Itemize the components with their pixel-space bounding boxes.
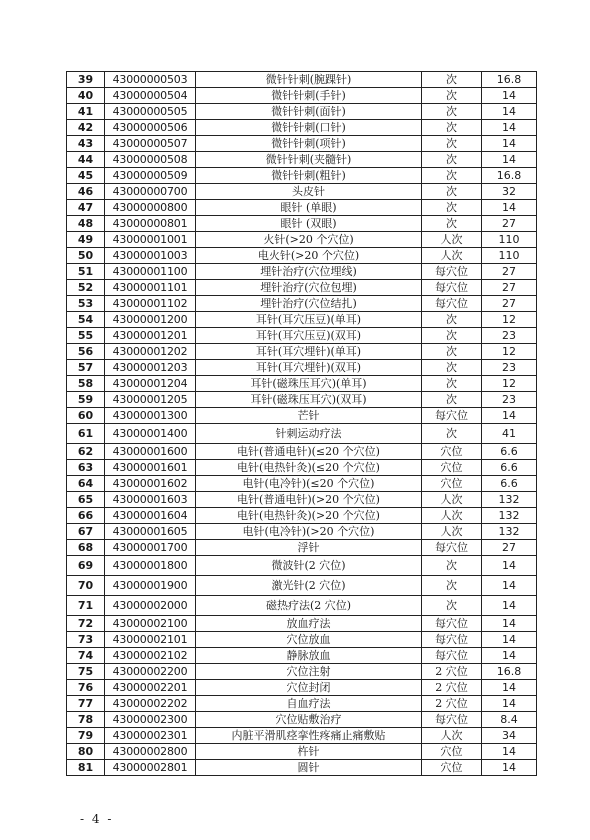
row-number: 57: [67, 360, 105, 376]
pricing-unit: 人次: [422, 728, 482, 744]
table-row: [67, 248, 537, 264]
item-code: 43000001602: [105, 476, 196, 492]
item-name: 火针(>20 个穴位): [196, 232, 422, 248]
item-code: 43000000507: [105, 136, 196, 152]
item-price: 14: [482, 576, 537, 596]
table-row: [67, 408, 537, 424]
item-name: 自血疗法: [196, 696, 422, 712]
item-code: 43000001300: [105, 408, 196, 424]
item-price: 14: [482, 648, 537, 664]
table-row: [67, 184, 537, 200]
item-name: 放血疗法: [196, 616, 422, 632]
item-code: 43000001900: [105, 576, 196, 596]
row-number: 58: [67, 376, 105, 392]
item-name: 电针(普通电针)(>20 个穴位): [196, 492, 422, 508]
pricing-unit: 次: [422, 576, 482, 596]
item-price: 132: [482, 492, 537, 508]
pricing-unit: 次: [422, 88, 482, 104]
pricing-unit: 次: [422, 392, 482, 408]
table-row: [67, 344, 537, 360]
item-name: 耳针(耳穴压豆)(单耳): [196, 312, 422, 328]
item-code: 43000002201: [105, 680, 196, 696]
item-code: 43000001203: [105, 360, 196, 376]
item-code: 43000002200: [105, 664, 196, 680]
row-number: 46: [67, 184, 105, 200]
item-name: 穴位贴敷治疗: [196, 712, 422, 728]
row-number: 53: [67, 296, 105, 312]
item-code: 43000001601: [105, 460, 196, 476]
item-price: 14: [482, 632, 537, 648]
pricing-unit: 人次: [422, 232, 482, 248]
row-number: 61: [67, 424, 105, 444]
row-number: 66: [67, 508, 105, 524]
row-number: 75: [67, 664, 105, 680]
pricing-unit: 次: [422, 136, 482, 152]
table-row: [67, 728, 537, 744]
pricing-unit: 每穴位: [422, 616, 482, 632]
pricing-unit: 穴位: [422, 444, 482, 460]
item-price: 41: [482, 424, 537, 444]
item-name: 杵针: [196, 744, 422, 760]
row-number: 54: [67, 312, 105, 328]
table-row: [67, 508, 537, 524]
item-code: 43000000700: [105, 184, 196, 200]
table-row: [67, 392, 537, 408]
row-number: 39: [67, 72, 105, 88]
row-number: 74: [67, 648, 105, 664]
table-row: [67, 632, 537, 648]
pricing-unit: 2 穴位: [422, 664, 482, 680]
item-price: 32: [482, 184, 537, 200]
table-row: [67, 540, 537, 556]
fee-table-body: [67, 72, 537, 776]
pricing-unit: 次: [422, 104, 482, 120]
item-name: 微针针刺(腕踝针): [196, 72, 422, 88]
pricing-unit: 次: [422, 312, 482, 328]
item-name: 穴位放血: [196, 632, 422, 648]
item-name: 耳针(耳穴埋针)(双耳): [196, 360, 422, 376]
row-number: 50: [67, 248, 105, 264]
item-name: 激光针(2 穴位): [196, 576, 422, 596]
item-price: 14: [482, 696, 537, 712]
item-name: 眼针 (单眼): [196, 200, 422, 216]
item-code: 43000002100: [105, 616, 196, 632]
table-row: [67, 712, 537, 728]
item-code: 43000002800: [105, 744, 196, 760]
row-number: 49: [67, 232, 105, 248]
row-number: 69: [67, 556, 105, 576]
table-row: [67, 200, 537, 216]
item-code: 43000001202: [105, 344, 196, 360]
item-code: 43000001201: [105, 328, 196, 344]
row-number: 81: [67, 760, 105, 776]
pricing-unit: 2 穴位: [422, 696, 482, 712]
pricing-unit: 次: [422, 344, 482, 360]
item-code: 43000000506: [105, 120, 196, 136]
item-price: 8.4: [482, 712, 537, 728]
item-name: 电针(电热针灸)(≤20 个穴位): [196, 460, 422, 476]
item-price: 14: [482, 136, 537, 152]
item-code: 43000002102: [105, 648, 196, 664]
pricing-unit: 次: [422, 184, 482, 200]
pricing-unit: 每穴位: [422, 296, 482, 312]
table-row: [67, 216, 537, 232]
item-name: 电针(电冷针)(>20 个穴位): [196, 524, 422, 540]
item-code: 43000001204: [105, 376, 196, 392]
row-number: 55: [67, 328, 105, 344]
table-row: [67, 696, 537, 712]
item-code: 43000002000: [105, 596, 196, 616]
item-name: 电火针(>20 个穴位): [196, 248, 422, 264]
item-price: 132: [482, 508, 537, 524]
pricing-unit: 次: [422, 596, 482, 616]
pricing-unit: 每穴位: [422, 632, 482, 648]
item-price: 16.8: [482, 664, 537, 680]
item-price: 27: [482, 280, 537, 296]
item-code: 43000002801: [105, 760, 196, 776]
item-code: 43000001101: [105, 280, 196, 296]
table-row: [67, 556, 537, 576]
pricing-unit: 2 穴位: [422, 680, 482, 696]
item-code: 43000001205: [105, 392, 196, 408]
item-name: 微针针刺(口针): [196, 120, 422, 136]
item-price: 23: [482, 392, 537, 408]
item-code: 43000001603: [105, 492, 196, 508]
item-code: 43000001600: [105, 444, 196, 460]
table-row: [67, 152, 537, 168]
pricing-unit: 次: [422, 328, 482, 344]
row-number: 78: [67, 712, 105, 728]
table-row: [67, 168, 537, 184]
pricing-unit: 穴位: [422, 760, 482, 776]
row-number: 44: [67, 152, 105, 168]
item-name: 浮针: [196, 540, 422, 556]
item-price: 110: [482, 248, 537, 264]
item-price: 23: [482, 328, 537, 344]
table-row: [67, 136, 537, 152]
item-price: 27: [482, 264, 537, 280]
pricing-unit: 次: [422, 556, 482, 576]
item-name: 微针针刺(夹髓针): [196, 152, 422, 168]
item-name: 微针针刺(项针): [196, 136, 422, 152]
table-row: [67, 120, 537, 136]
item-name: 埋针治疗(穴位包埋): [196, 280, 422, 296]
item-name: 耳针(磁珠压耳穴)(单耳): [196, 376, 422, 392]
item-price: 14: [482, 596, 537, 616]
item-price: 14: [482, 760, 537, 776]
row-number: 64: [67, 476, 105, 492]
pricing-unit: 人次: [422, 492, 482, 508]
pricing-unit: 次: [422, 168, 482, 184]
row-number: 52: [67, 280, 105, 296]
row-number: 73: [67, 632, 105, 648]
item-price: 14: [482, 200, 537, 216]
table-row: [67, 312, 537, 328]
item-code: 43000000505: [105, 104, 196, 120]
table-row: [67, 460, 537, 476]
item-price: 12: [482, 312, 537, 328]
item-price: 14: [482, 680, 537, 696]
row-number: 41: [67, 104, 105, 120]
item-name: 头皮针: [196, 184, 422, 200]
pricing-unit: 次: [422, 360, 482, 376]
item-code: 43000000504: [105, 88, 196, 104]
item-price: 34: [482, 728, 537, 744]
row-number: 70: [67, 576, 105, 596]
row-number: 72: [67, 616, 105, 632]
table-row: [67, 744, 537, 760]
table-row: [67, 232, 537, 248]
item-code: 43000001200: [105, 312, 196, 328]
table-row: [67, 648, 537, 664]
item-price: 6.6: [482, 460, 537, 476]
row-number: 43: [67, 136, 105, 152]
table-row: [67, 476, 537, 492]
row-number: 59: [67, 392, 105, 408]
item-code: 43000000509: [105, 168, 196, 184]
table-row: [67, 264, 537, 280]
item-name: 耳针(耳穴埋针)(单耳): [196, 344, 422, 360]
table-row: [67, 492, 537, 508]
item-name: 内脏平滑肌痉挛性疼痛止痛敷贴: [196, 728, 422, 744]
table-row: [67, 88, 537, 104]
table-row: [67, 296, 537, 312]
pricing-unit: 每穴位: [422, 712, 482, 728]
row-number: 45: [67, 168, 105, 184]
item-code: 43000000503: [105, 72, 196, 88]
pricing-unit: 次: [422, 424, 482, 444]
item-name: 针刺运动疗法: [196, 424, 422, 444]
table-row: [67, 444, 537, 460]
item-name: 埋针治疗(穴位结扎): [196, 296, 422, 312]
table-row: [67, 376, 537, 392]
item-price: 27: [482, 216, 537, 232]
table-row: [67, 596, 537, 616]
table-row: [67, 280, 537, 296]
row-number: 62: [67, 444, 105, 460]
item-code: 43000001605: [105, 524, 196, 540]
item-price: 14: [482, 556, 537, 576]
pricing-unit: 人次: [422, 524, 482, 540]
pricing-unit: 每穴位: [422, 280, 482, 296]
pricing-unit: 穴位: [422, 744, 482, 760]
item-code: 43000002202: [105, 696, 196, 712]
item-price: 6.6: [482, 476, 537, 492]
item-name: 电针(电冷针)(≤20 个穴位): [196, 476, 422, 492]
row-number: 48: [67, 216, 105, 232]
item-code: 43000001003: [105, 248, 196, 264]
fee-table: [66, 71, 537, 776]
table-row: [67, 680, 537, 696]
row-number: 60: [67, 408, 105, 424]
item-price: 12: [482, 344, 537, 360]
row-number: 47: [67, 200, 105, 216]
item-name: 穴位封闭: [196, 680, 422, 696]
item-price: 16.8: [482, 168, 537, 184]
pricing-unit: 每穴位: [422, 408, 482, 424]
pricing-unit: 次: [422, 120, 482, 136]
row-number: 40: [67, 88, 105, 104]
item-price: 110: [482, 232, 537, 248]
pricing-unit: 每穴位: [422, 540, 482, 556]
table-row: [67, 360, 537, 376]
item-code: 43000002300: [105, 712, 196, 728]
row-number: 76: [67, 680, 105, 696]
table-row: [67, 760, 537, 776]
pricing-unit: 次: [422, 200, 482, 216]
pricing-unit: 每穴位: [422, 648, 482, 664]
item-name: 芒针: [196, 408, 422, 424]
item-name: 电针(电热针灸)(>20 个穴位): [196, 508, 422, 524]
item-price: 27: [482, 296, 537, 312]
item-name: 微针针刺(面针): [196, 104, 422, 120]
item-price: 12: [482, 376, 537, 392]
table-row: [67, 664, 537, 680]
pricing-unit: 次: [422, 216, 482, 232]
table-row: [67, 72, 537, 88]
item-price: 27: [482, 540, 537, 556]
table-row: [67, 616, 537, 632]
item-code: 43000001001: [105, 232, 196, 248]
row-number: 71: [67, 596, 105, 616]
item-price: 6.6: [482, 444, 537, 460]
item-code: 43000001100: [105, 264, 196, 280]
row-number: 63: [67, 460, 105, 476]
table-row: [67, 576, 537, 596]
row-number: 79: [67, 728, 105, 744]
row-number: 65: [67, 492, 105, 508]
item-name: 静脉放血: [196, 648, 422, 664]
item-code: 43000001800: [105, 556, 196, 576]
row-number: 68: [67, 540, 105, 556]
item-price: 14: [482, 120, 537, 136]
item-price: 14: [482, 744, 537, 760]
item-code: 43000002101: [105, 632, 196, 648]
item-price: 14: [482, 152, 537, 168]
item-price: 14: [482, 408, 537, 424]
item-name: 微针针刺(手针): [196, 88, 422, 104]
item-price: 16.8: [482, 72, 537, 88]
row-number: 51: [67, 264, 105, 280]
row-number: 42: [67, 120, 105, 136]
item-name: 埋针治疗(穴位埋线): [196, 264, 422, 280]
item-name: 微波针(2 穴位): [196, 556, 422, 576]
item-code: 43000000801: [105, 216, 196, 232]
pricing-unit: 每穴位: [422, 264, 482, 280]
row-number: 67: [67, 524, 105, 540]
item-name: 眼针 (双眼): [196, 216, 422, 232]
item-code: 43000001102: [105, 296, 196, 312]
pricing-unit: 穴位: [422, 460, 482, 476]
item-code: 43000001400: [105, 424, 196, 444]
row-number: 56: [67, 344, 105, 360]
item-name: 圆针: [196, 760, 422, 776]
table-row: [67, 104, 537, 120]
item-code: 43000002301: [105, 728, 196, 744]
item-price: 132: [482, 524, 537, 540]
row-number: 77: [67, 696, 105, 712]
item-code: 43000001604: [105, 508, 196, 524]
item-price: 14: [482, 88, 537, 104]
item-name: 电针(普通电针)(≤20 个穴位): [196, 444, 422, 460]
item-price: 14: [482, 616, 537, 632]
row-number: 80: [67, 744, 105, 760]
table-row: [67, 524, 537, 540]
pricing-unit: 次: [422, 376, 482, 392]
item-name: 耳针(耳穴压豆)(双耳): [196, 328, 422, 344]
pricing-unit: 次: [422, 72, 482, 88]
item-name: 耳针(磁珠压耳穴)(双耳): [196, 392, 422, 408]
item-price: 23: [482, 360, 537, 376]
pricing-unit: 次: [422, 152, 482, 168]
item-name: 磁热疗法(2 穴位): [196, 596, 422, 616]
item-code: 43000000508: [105, 152, 196, 168]
table-row: [67, 328, 537, 344]
pricing-unit: 穴位: [422, 476, 482, 492]
item-price: 14: [482, 104, 537, 120]
item-code: 43000000800: [105, 200, 196, 216]
page-number: - 4 -: [80, 812, 114, 826]
item-name: 穴位注射: [196, 664, 422, 680]
pricing-unit: 人次: [422, 248, 482, 264]
item-name: 微针针刺(粗针): [196, 168, 422, 184]
item-code: 43000001700: [105, 540, 196, 556]
pricing-unit: 人次: [422, 508, 482, 524]
table-row: [67, 424, 537, 444]
